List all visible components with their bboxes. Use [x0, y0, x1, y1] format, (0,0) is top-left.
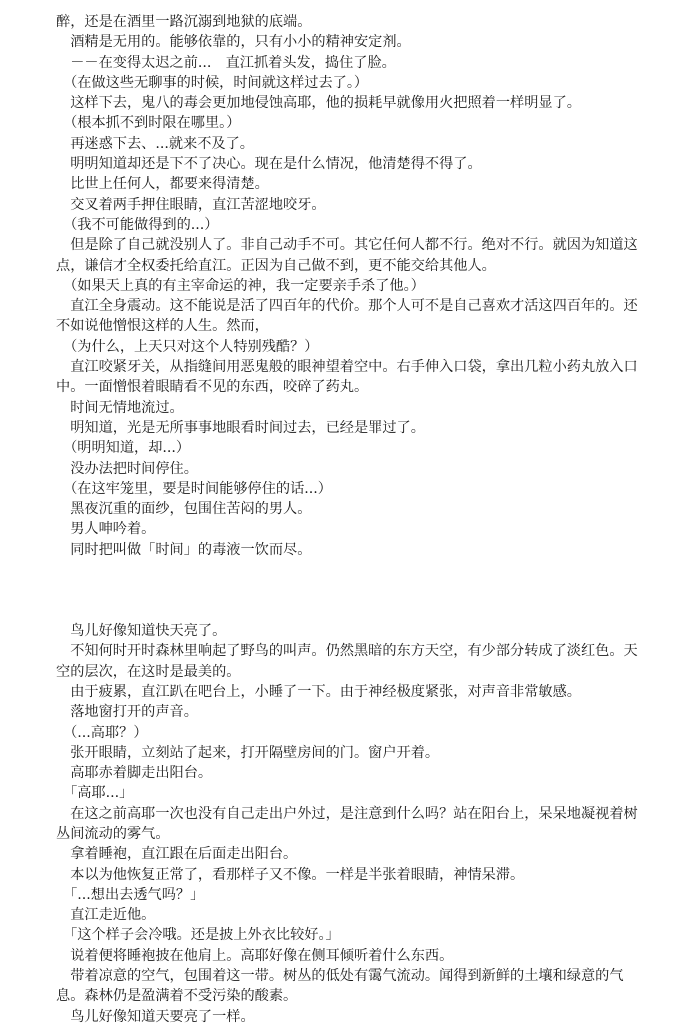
paragraph: 再迷惑下去、...就来不及了。: [56, 135, 254, 152]
paragraph: 直江咬紧牙关，从指缝间用恶鬼般的眼神望着空中。右手伸入口袋，拿出几粒小药丸放入口中。一面憎恨着眼睛看不见的东西，咬碎了药丸。: [56, 359, 638, 396]
novel-page: [56, 12, 648, 1027]
paragraph: （在这牢笼里，要是时间能够停住的话...）: [56, 480, 332, 497]
paragraph: 不知何时开时森林里响起了野鸟的叫声。仍然黑暗的东方天空，有少部分转成了淡红色。天空的层次，在这时是最美的。: [56, 643, 638, 680]
paragraph: 高耶赤着脚走出阳台。: [56, 765, 213, 782]
paragraph: 「这个样子会冷哦。还是披上外衣比较好。」: [56, 927, 340, 944]
paragraph: 直江走近他。: [56, 907, 156, 924]
paragraph: 黑夜沉重的面纱，包围住苦闷的男人。: [56, 501, 312, 518]
paragraph: 由于疲累，直江趴在吧台上，小睡了一下。由于神经极度紧张，对声音非常敏感。: [56, 683, 581, 700]
paragraph: （...高耶？）: [56, 724, 148, 741]
paragraph: 同时把叫做「时间」的毒液一饮而尽。: [56, 541, 312, 558]
paragraph: 交叉着两手押住眼睛，直江苦涩地咬牙。: [56, 196, 326, 213]
paragraph: （明明知道，却...）: [56, 440, 191, 457]
paragraph: 男人呻吟着。: [56, 521, 156, 538]
paragraph: 「高耶...」: [56, 785, 134, 802]
paragraph: 比世上任何人，都要来得清楚。: [56, 176, 269, 193]
paragraph: 说着便将睡袍披在他肩上。高耶好像在侧耳倾听着什么东西。: [56, 947, 454, 964]
paragraph: 没办法把时间停住。: [56, 460, 198, 477]
section-break: [56, 560, 648, 621]
paragraph: 本以为他恢复正常了，看那样子又不像。一样是半张着眼睛，神情呆滞。: [56, 866, 525, 883]
paragraph: 明明知道却还是下不了决心。现在是什么情况，他清楚得不得了。: [56, 156, 482, 173]
paragraph: 明知道，光是无所事事地眼看时间过去，已经是罪过了。: [56, 419, 425, 436]
paragraph: 拿着睡袍，直江跟在后面走出阳台。: [56, 846, 298, 863]
paragraph: 带着凉意的空气，包围着这一带。树丛的低处有霭气流动。闻得到新鲜的土壤和绿意的气息。森林仍是盈满着不受污染的酸素。: [56, 968, 624, 1005]
paragraph: 在这之前高耶一次也没有自己走出户外过，是注意到什么吗？站在阳台上，呆呆地凝视着树丛间流动的雾气。: [56, 805, 638, 842]
paragraph: （根本抓不到时限在哪里。）: [56, 115, 241, 132]
paragraph: 但是除了自己就没别人了。非自己动手不可。其它任何人都不行。绝对不行。就因为知道这点，谦信才全权委托给直江。正因为自己做不到，更不能交给其他人。: [56, 237, 638, 274]
paragraph: 时间无情地流过。: [56, 399, 184, 416]
paragraph: 醉，还是在酒里一路沉溺到地狱的底端。: [56, 14, 312, 30]
paragraph: 鸟儿好像知道快天亮了。: [56, 623, 227, 640]
paragraph: －－在变得太迟之前... 直江抓着头发，捣住了脸。: [56, 54, 396, 71]
paragraph: 酒精是无用的。能够依靠的，只有小小的精神安定剂。: [56, 34, 411, 51]
text-section-2: [56, 621, 648, 1027]
paragraph: 鸟儿好像知道天要亮了一样。: [56, 1008, 255, 1025]
paragraph: 这样下去，鬼八的毒会更加地侵蚀高耶，他的损耗早就像用火把照着一样明显了。: [56, 95, 581, 112]
paragraph: （在做这些无聊事的时候，时间就这样过去了。）: [56, 74, 369, 91]
paragraph: 落地窗打开的声音。: [56, 704, 198, 721]
text-section-1: [56, 12, 648, 560]
paragraph: 「...想出去透气吗？」: [56, 886, 205, 903]
paragraph: （如果天上真的有主宰命运的神，我一定要亲手杀了他。）: [56, 277, 425, 294]
paragraph: （我不可能做得到的...）: [56, 216, 219, 233]
paragraph: 张开眼睛，立刻站了起来，打开隔壁房间的门。窗户开着。: [56, 744, 440, 761]
paragraph: 直江全身震动。这不能说是活了四百年的代价。那个人可不是自己喜欢才活这四百年的。还不如说他憎恨这样的人生。然而，: [56, 298, 638, 335]
paragraph: （为什么，上天只对这个人特别残酷？）: [56, 338, 319, 355]
